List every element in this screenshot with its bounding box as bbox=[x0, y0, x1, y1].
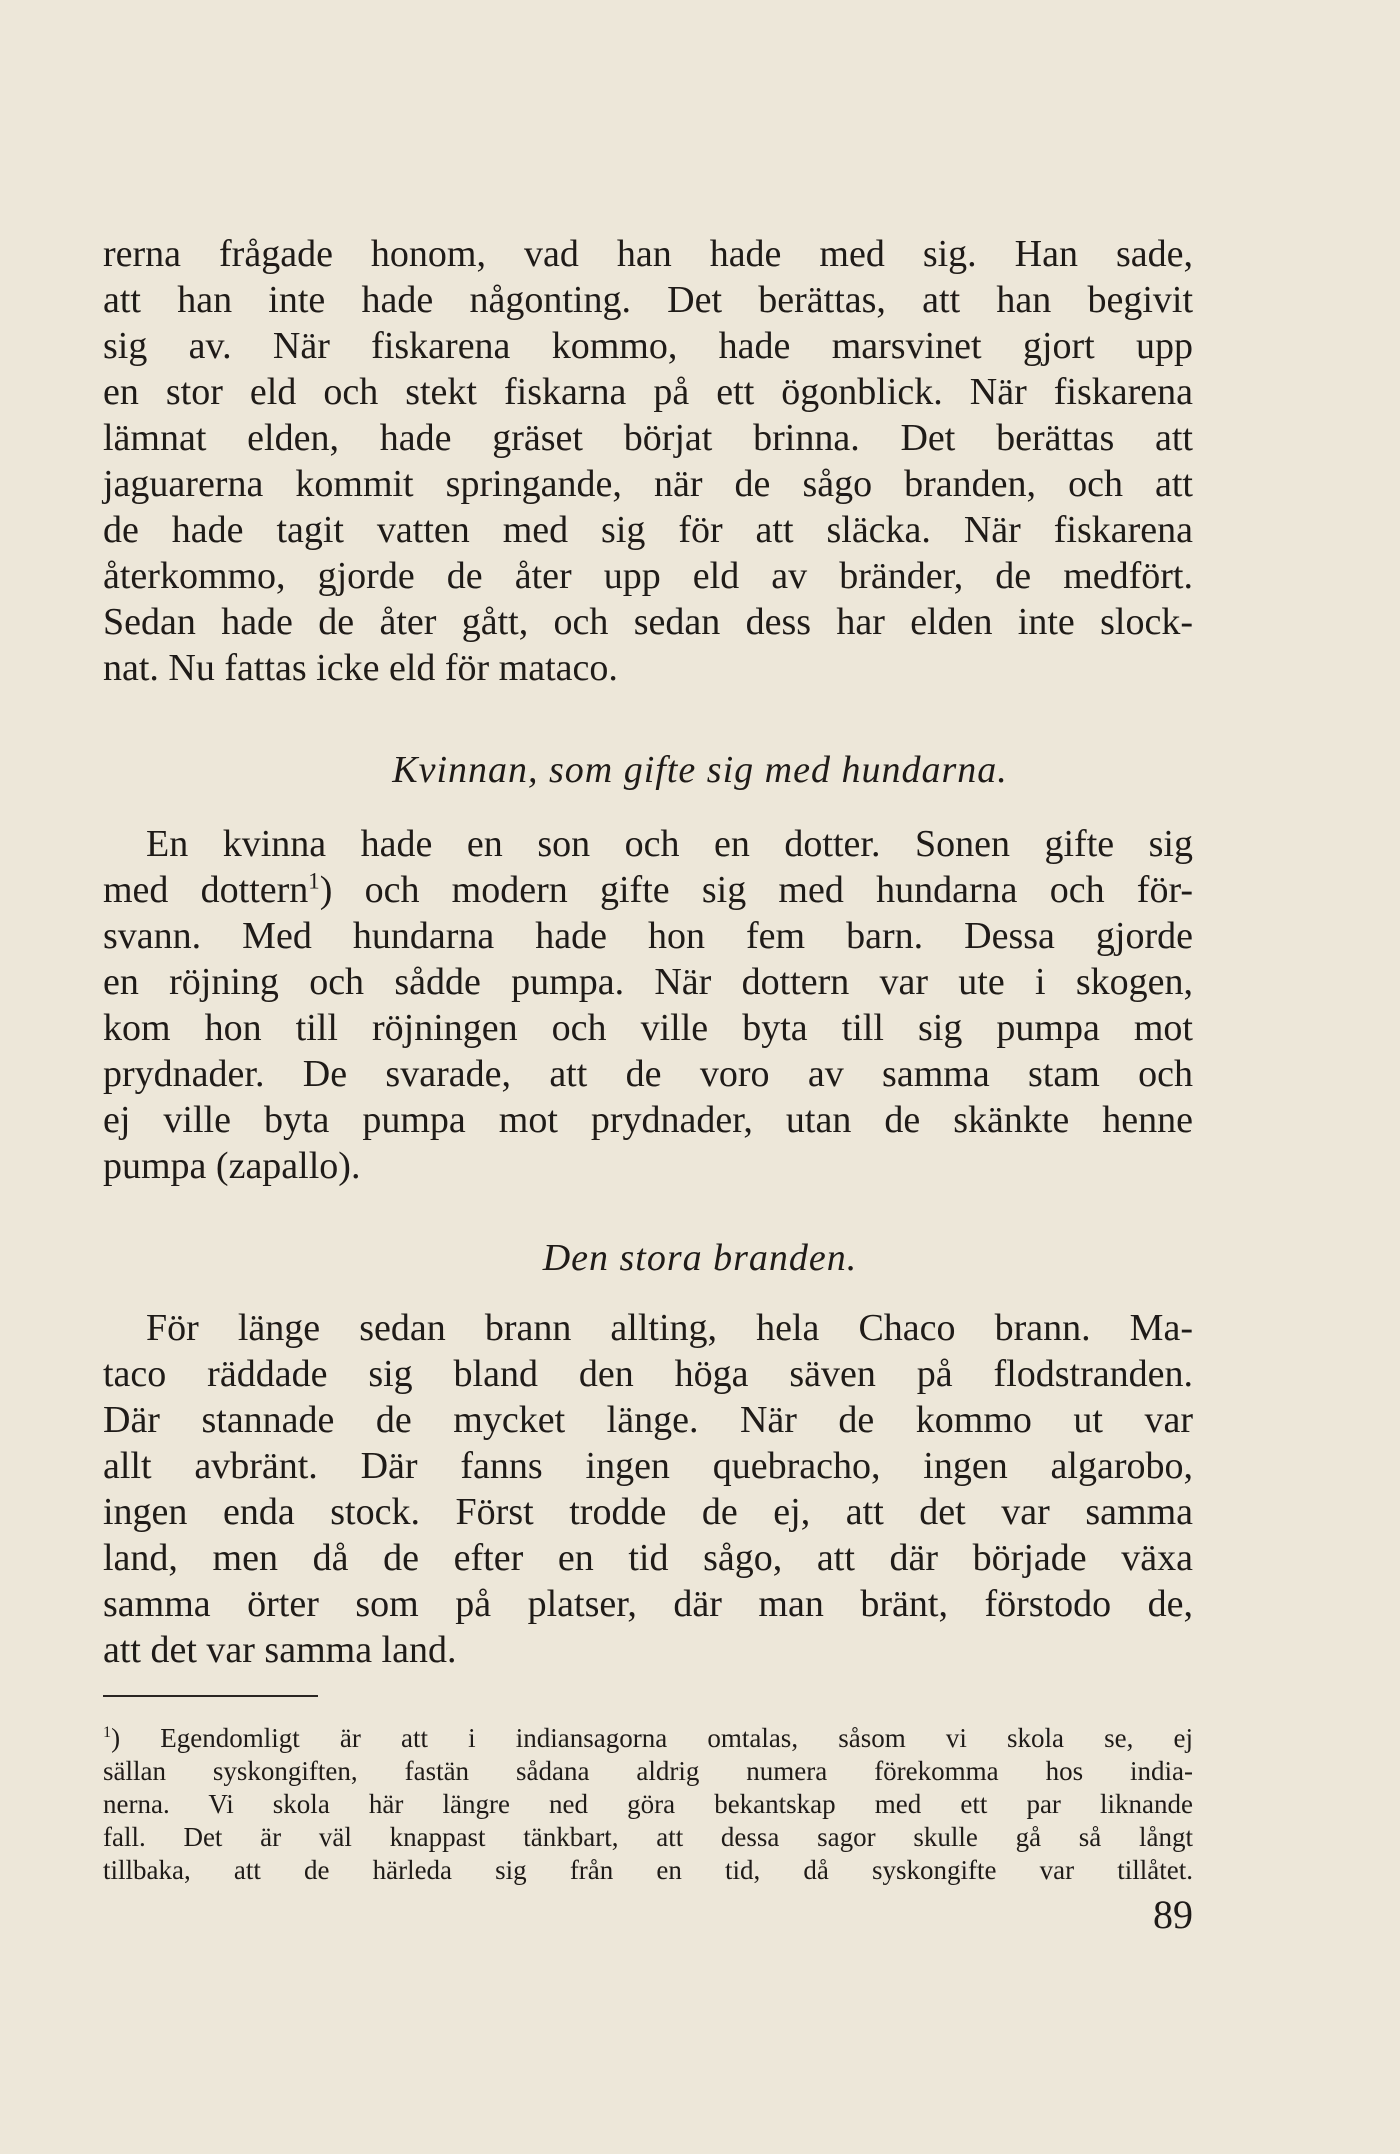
section-heading: Kvinnan, som gifte sig med hundarna. bbox=[392, 749, 1008, 791]
text-line: ej ville byta pumpa mot prydnader, utan de skänkte henne bbox=[103, 1099, 1193, 1141]
text-line: sig av. När fiskarena kommo, hade marsvinet gjort upp bbox=[103, 325, 1193, 367]
text-line: Sedan hade de åter gått, och sedan dess har elden inte slock- bbox=[103, 601, 1193, 643]
text-line: att han inte hade någonting. Det berättas, att han begivit bbox=[103, 279, 1193, 321]
footnote-line: sällan syskongiften, fastän sådana aldrig numera förekomma hos india- bbox=[103, 1756, 1193, 1786]
text-line: de hade tagit vatten med sig för att släcka. När fiskarena bbox=[103, 509, 1193, 551]
text-line: kom hon till röjningen och ville byta till sig pumpa mot bbox=[103, 1007, 1193, 1049]
text-line: En kvinna hade en son och en dotter. Sonen gifte sig bbox=[146, 823, 1193, 865]
text-line: nat. Nu fattas icke eld för mataco. bbox=[103, 647, 618, 689]
text-fragment: ) Egendomligt är att i indiansagorna omtalas, såsom vi skola se, ej bbox=[111, 1723, 1193, 1753]
text-line: pumpa (zapallo). bbox=[103, 1145, 361, 1187]
section-heading: Den stora branden. bbox=[542, 1237, 858, 1279]
text-line: att det var samma land. bbox=[103, 1629, 457, 1671]
footnote-marker: 1 bbox=[103, 1723, 112, 1741]
text-line: allt avbränt. Där fanns ingen quebracho, ingen algarobo, bbox=[103, 1445, 1193, 1487]
text-line: Där stannade de mycket länge. När de kommo ut var bbox=[103, 1399, 1193, 1441]
text-fragment: med dottern bbox=[103, 869, 309, 911]
footnote-line: tillbaka, att de härleda sig från en tid, då syskongifte var tillåtet. bbox=[103, 1855, 1193, 1885]
text-line: en stor eld och stekt fiskarna på ett ögonblick. När fiskarena bbox=[103, 371, 1193, 413]
footnote-marker: 1 bbox=[308, 868, 320, 894]
text-line: återkommo, gjorde de åter upp eld av bränder, de medfört. bbox=[103, 555, 1193, 597]
text-line bbox=[103, 868, 1193, 912]
footnote-line: fall. Det är väl knappast tänkbart, att dessa sagor skulle gå så långt bbox=[103, 1822, 1193, 1852]
text-line: en röjning och sådde pumpa. När dottern var ute i skogen, bbox=[103, 961, 1193, 1003]
footnote-line bbox=[103, 1722, 1193, 1755]
footnote-divider bbox=[103, 1695, 318, 1697]
text-line: lämnat elden, hade gräset börjat brinna. Det berättas att bbox=[103, 417, 1193, 459]
footnote-line: nerna. Vi skola här längre ned göra bekantskap med ett par liknande bbox=[103, 1789, 1193, 1819]
text-line: rerna frågade honom, vad han hade med sig. Han sade, bbox=[103, 233, 1193, 275]
page-number: 89 bbox=[1153, 1892, 1193, 1937]
text-line: taco räddade sig bland den höga säven på flodstranden. bbox=[103, 1353, 1193, 1395]
text-line: prydnader. De svarade, att de voro av samma stam och bbox=[103, 1053, 1193, 1095]
text-line: jaguarerna kommit springande, när de sågo branden, och att bbox=[103, 463, 1193, 505]
text-line: samma örter som på platser, där man bränt, förstodo de, bbox=[103, 1583, 1193, 1625]
text-fragment: ) och modern gifte sig med hundarna och för- bbox=[319, 869, 1193, 911]
text-line: svann. Med hundarna hade hon fem barn. Dessa gjorde bbox=[103, 915, 1193, 957]
text-line: ingen enda stock. Först trodde de ej, att det var samma bbox=[103, 1491, 1193, 1533]
text-line: land, men då de efter en tid sågo, att där började växa bbox=[103, 1537, 1193, 1579]
text-line: För länge sedan brann allting, hela Chaco brann. Ma- bbox=[146, 1307, 1193, 1349]
